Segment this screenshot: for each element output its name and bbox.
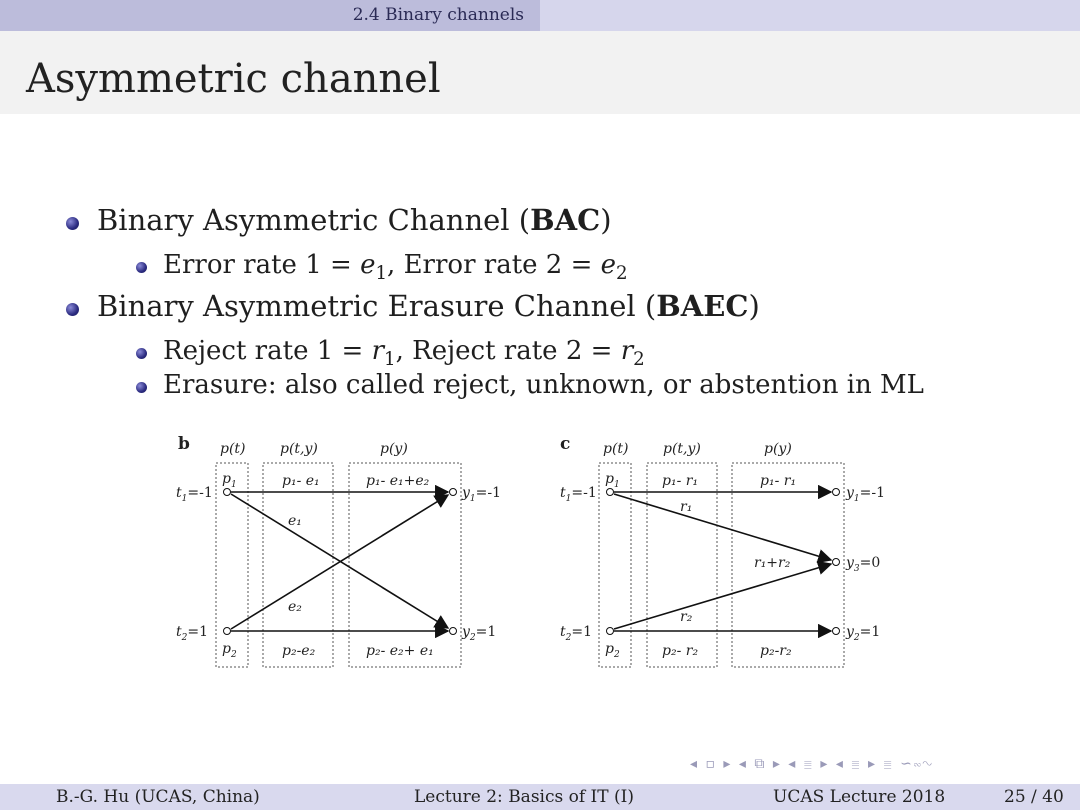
bullet-baec-bold: BAEC — [656, 289, 749, 323]
t1-label-c: $t_1=-1$ — [560, 485, 597, 504]
bullet-dot-icon — [66, 303, 79, 316]
node-y2-c — [833, 628, 840, 635]
r1-label: r₁ — [680, 499, 693, 515]
joint-bot-label: p₂-e₂ — [282, 643, 316, 659]
box-pty — [263, 463, 333, 667]
header-pty: p(t,y) — [280, 441, 318, 457]
node-t1-c — [607, 489, 614, 496]
bullet-bac-text: Binary Asymmetric Channel ( — [97, 203, 531, 237]
section-label[interactable]: 2.4 Binary channels — [352, 5, 524, 25]
t1-label: $t_1=-1$ — [176, 485, 213, 504]
p2-label: $p_2$ — [222, 641, 237, 660]
section-nav-active[interactable] — [0, 0, 540, 31]
header-py: p(y) — [380, 441, 408, 457]
joint-bot-label-c: p₂- r₂ — [662, 643, 699, 659]
sub-bullet-dot-icon — [136, 262, 147, 273]
box-pt — [216, 463, 248, 667]
footer-lecture: Lecture 2: Basics of IT (I) — [414, 787, 634, 807]
footer-author: B.-G. Hu (UCAS, China) — [56, 787, 260, 807]
sub-bullet-dot-icon — [136, 348, 147, 359]
baec-diagram — [560, 434, 885, 667]
arrow-t2-y1 — [231, 495, 448, 629]
y3-label-c: $y_3=0$ — [846, 555, 881, 574]
header-pty-c: p(t,y) — [663, 441, 701, 457]
r2-var: r — [620, 336, 634, 366]
sub-bullet-dot-icon — [136, 382, 147, 393]
bullet-bac-bold: BAC — [530, 203, 601, 237]
reject-rate-1-label: Reject rate 1 = — [163, 336, 372, 366]
bullet-erasure-text: Erasure: also called reject, unknown, or abstention in ML — [163, 370, 924, 400]
error-rate-2-label: , Error rate 2 = — [387, 250, 601, 280]
footer-course: UCAS Lecture 2018 — [773, 787, 946, 807]
r2-sub: 2 — [633, 349, 645, 371]
panel-c-label: c — [560, 434, 571, 454]
t2-label: $t_2=1$ — [176, 624, 209, 643]
slide-title: Asymmetric channel — [26, 56, 441, 102]
y2-label-c: $y_2=1$ — [846, 624, 881, 643]
py-top-label: p₁- e₁+e₂ — [366, 473, 430, 489]
node-t1 — [224, 489, 231, 496]
r2-label: r₂ — [680, 609, 693, 625]
bullet-baec-text: Binary Asymmetric Erasure Channel ( — [97, 289, 657, 323]
e2-sub: 2 — [616, 263, 628, 285]
bullet-erasure — [163, 370, 924, 400]
node-y3-c — [833, 559, 840, 566]
bullet-baec-close: ) — [748, 289, 760, 323]
e1-label: e₁ — [288, 513, 302, 529]
joint-top-label: p₁- e₁ — [282, 473, 320, 489]
bullet-baec — [97, 289, 760, 323]
node-y1-c — [833, 489, 840, 496]
error-rate-1-label: Error rate 1 = — [163, 250, 361, 280]
r1-var: r — [371, 336, 385, 366]
node-y1 — [450, 489, 457, 496]
beamer-navigation-icons[interactable]: ◂ ▫ ▸ ◂ ⧉ ▸ ◂ ≣ ▸ ◂ ≣ ▸ ≣ ∽∾∿ — [690, 756, 934, 772]
r1-sub: 1 — [384, 349, 396, 371]
header-pt: p(t) — [220, 441, 246, 457]
py-bot-label: p₂- e₂+ e₁ — [366, 643, 434, 659]
py-bot-label-c: p₂-r₂ — [760, 643, 792, 659]
y1-label-c: $y_1=-1$ — [846, 485, 886, 504]
e2-label: e₂ — [288, 599, 302, 615]
joint-top-label-c: p₁- r₁ — [662, 473, 699, 489]
e1-var: e — [360, 250, 376, 280]
py-mid-label-c: r₁+r₂ — [754, 555, 791, 571]
t2-label-c: $t_2=1$ — [560, 624, 593, 643]
bullet-baec-reject-rates — [163, 336, 645, 370]
section-nav-bar — [0, 0, 1080, 31]
bullet-dot-icon — [66, 217, 79, 230]
header-py-c: p(y) — [764, 441, 792, 457]
p1-label-c: $p_1$ — [605, 471, 620, 490]
y2-label: $y_2=1$ — [462, 624, 497, 643]
e2-var: e — [600, 250, 617, 280]
channel-diagrams — [160, 425, 920, 675]
arrow-t1-y2 — [231, 494, 448, 628]
bac-diagram — [176, 434, 501, 667]
py-top-label-c: p₁- r₁ — [760, 473, 797, 489]
box-pty-c — [647, 463, 717, 667]
p2-label-c: $p_2$ — [605, 641, 620, 660]
header-pt-c: p(t) — [603, 441, 629, 457]
footer-bar — [0, 784, 1080, 810]
node-y2 — [450, 628, 457, 635]
box-py — [349, 463, 461, 667]
bullet-bac-close: ) — [600, 203, 612, 237]
node-t2-c — [607, 628, 614, 635]
node-t2 — [224, 628, 231, 635]
y1-label: $y_1=-1$ — [462, 485, 502, 504]
bullet-bac-error-rates — [163, 250, 628, 284]
e1-sub: 1 — [375, 263, 388, 285]
footer-page-number: 25 / 40 — [1004, 787, 1064, 807]
panel-b-label: b — [178, 434, 190, 454]
bullet-bac — [97, 203, 612, 237]
reject-rate-2-label: , Reject rate 2 = — [395, 336, 621, 366]
p1-label: $p_1$ — [222, 471, 237, 490]
